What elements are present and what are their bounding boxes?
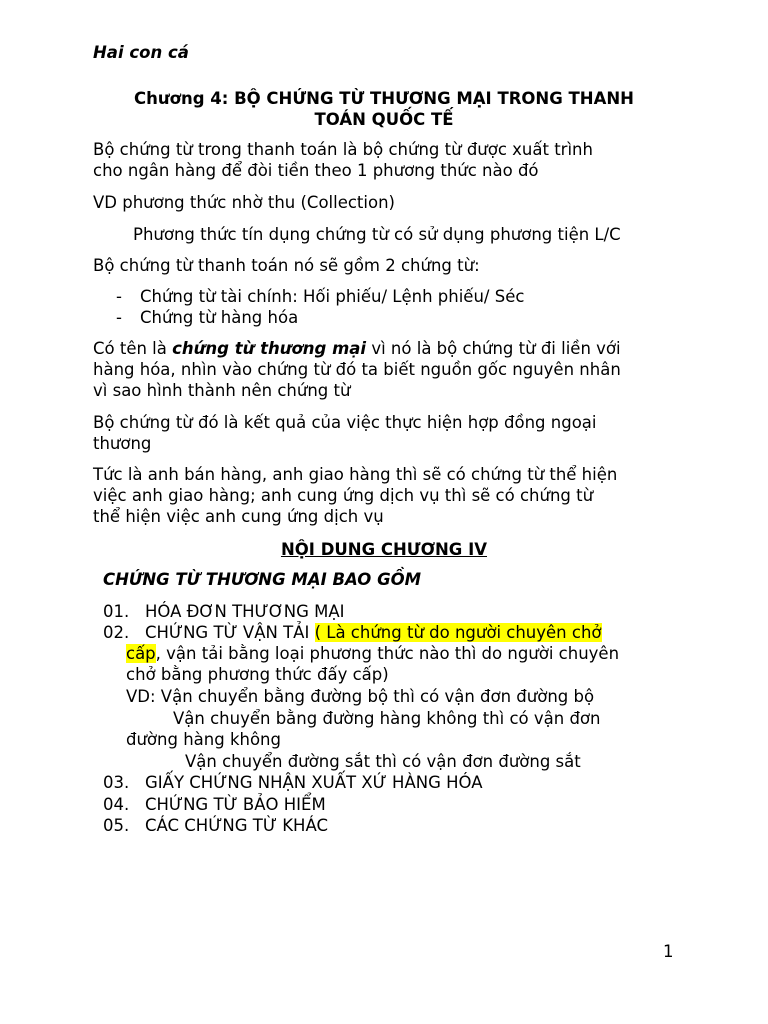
item-2-title: CHỨNG TỪ VẬN TẢI bbox=[145, 623, 315, 642]
item-2-highlight-a: ( Là chứng từ do người chuyên chở bbox=[314, 623, 602, 642]
item-5-text: CÁC CHỨNG TỪ KHÁC bbox=[145, 816, 328, 835]
content-heading: NỘI DUNG CHƯƠNG IV bbox=[280, 540, 488, 559]
result-line-2: thương bbox=[93, 434, 152, 453]
item-4-text: CHỨNG TỪ BẢO HIỂM bbox=[145, 795, 326, 814]
item-2-highlight-b: cấp bbox=[126, 644, 156, 663]
meaning-line-2: việc anh giao hàng; anh cung ứng dịch vụ thì sẽ có chứng từ bbox=[93, 486, 594, 505]
item-2-example-air-a: Vận chuyển bằng đường hàng không thì có vận đơn bbox=[173, 709, 601, 728]
commercial-line-3: vì sao hình thành nên chứng từ bbox=[93, 381, 351, 400]
item-2-example-rail: Vận chuyển đường sắt thì có vận đơn đường sắt bbox=[185, 752, 581, 771]
item-4-number: 04. bbox=[103, 795, 130, 814]
commercial-line-1 bbox=[93, 338, 621, 359]
commercial-bold-term: chứng từ thương mại bbox=[172, 339, 367, 358]
item-3-number: 03. bbox=[103, 773, 130, 792]
page-number: 1 bbox=[663, 942, 674, 961]
lc-method: Phương thức tín dụng chứng từ có sử dụng phương tiện L/C bbox=[133, 225, 621, 244]
commercial-post: vì nó là bộ chứng từ đi liền với bbox=[366, 339, 621, 358]
intro-paragraph-line-1: Bộ chứng từ trong thanh toán là bộ chứng từ được xuất trình bbox=[93, 140, 593, 159]
result-line-1: Bộ chứng từ đó là kết quả của việc thực hiện hợp đồng ngoại bbox=[93, 413, 597, 432]
item-1-text: HÓA ĐƠN THƯƠNG MẠI bbox=[145, 602, 345, 621]
item-2-line-2 bbox=[126, 643, 619, 664]
commercial-line-2: hàng hóa, nhìn vào chứng từ đó ta biết nguồn gốc nguyên nhân bbox=[93, 360, 621, 379]
item-2-example-road: VD: Vận chuyển bằng đường bộ thì có vận đơn đường bộ bbox=[126, 687, 595, 706]
chapter-title-line-1: Chương 4: BỘ CHỨNG TỪ THƯƠNG MẠI TRONG THANH bbox=[134, 89, 634, 108]
item-2-line-1 bbox=[145, 622, 602, 643]
item-2-example-air-b: đường hàng không bbox=[126, 730, 281, 749]
meaning-line-1: Tức là anh bán hàng, anh giao hàng thì sẽ có chứng từ thể hiện bbox=[93, 465, 618, 484]
subheading: CHỨNG TỪ THƯƠNG MẠI BAO GỒM bbox=[103, 570, 422, 589]
item-2-number: 02. bbox=[103, 623, 130, 642]
collection-example: VD phương thức nhờ thu (Collection) bbox=[93, 193, 395, 212]
dash-item-financial: Chứng từ tài chính: Hối phiếu/ Lệnh phiếu/ Séc bbox=[140, 287, 525, 306]
item-2-continuation-a: , vận tải bằng loại phương thức nào thì do người chuyên bbox=[155, 644, 620, 663]
dash-marker: - bbox=[116, 308, 122, 327]
chapter-title-line-2: TOÁN QUỐC TẾ bbox=[314, 110, 454, 129]
dash-item-goods: Chứng từ hàng hóa bbox=[140, 308, 299, 327]
author-header: Hai con cá bbox=[93, 43, 189, 62]
dash-marker: - bbox=[116, 287, 122, 306]
meaning-line-3: thể hiện việc anh cung ứng dịch vụ bbox=[93, 507, 384, 526]
item-5-number: 05. bbox=[103, 816, 130, 835]
documents-count-line: Bộ chứng từ thanh toán nó sẽ gồm 2 chứng từ: bbox=[93, 256, 480, 275]
item-3-text: GIẤY CHỨNG NHẬN XUẤT XỨ HÀNG HÓA bbox=[145, 773, 483, 792]
intro-paragraph-line-2: cho ngân hàng để đòi tiền theo 1 phương thức nào đó bbox=[93, 161, 539, 180]
commercial-pre: Có tên là bbox=[93, 339, 173, 358]
item-1-number: 01. bbox=[103, 602, 130, 621]
item-2-line-3: chở bằng phương thức đấy cấp) bbox=[126, 665, 389, 684]
